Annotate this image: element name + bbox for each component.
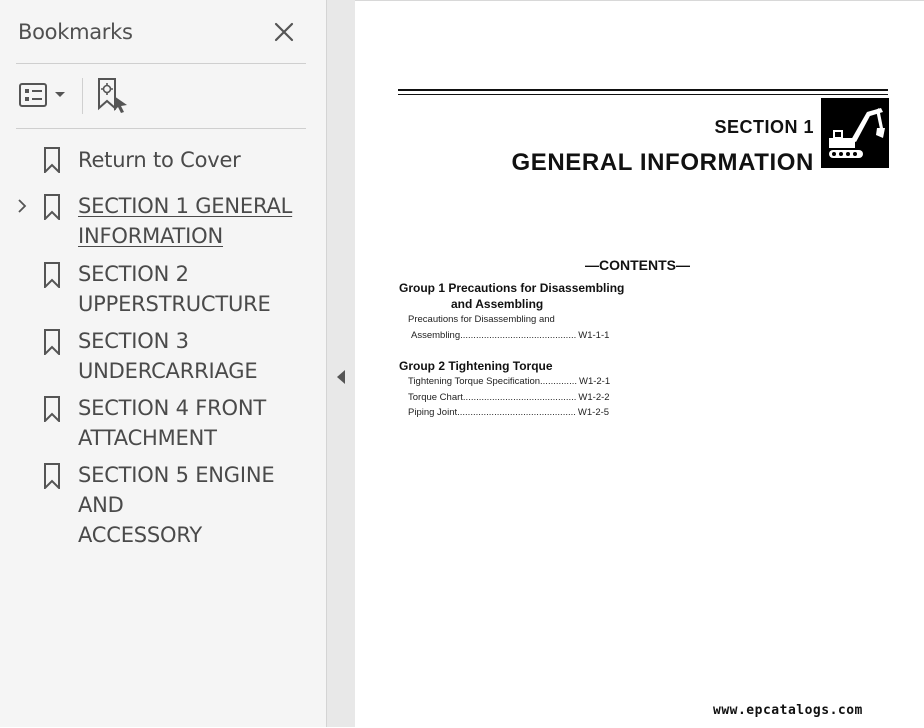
- bookmark-item-return-to-cover[interactable]: [0, 142, 327, 178]
- section-label: SECTION 1: [714, 117, 814, 137]
- bookmark-label: SECTION 2 UPPERSTRUCTURE: [78, 262, 271, 316]
- header-divider: [16, 63, 306, 64]
- bookmark-options-button[interactable]: [16, 74, 72, 116]
- bookmarks-header: [18, 18, 308, 48]
- bookmark-item-section-3[interactable]: [0, 325, 327, 389]
- close-icon[interactable]: [272, 20, 296, 44]
- bookmark-label: SECTION 5 ENGINE AND ACCESSORY: [78, 463, 275, 547]
- toc-page-number: W1-2-2: [578, 392, 610, 403]
- panel-splitter[interactable]: [327, 0, 355, 727]
- toc-entry-text: Tightening Torque Specification: [408, 376, 541, 387]
- toc-leader-dots: .............................................: [457, 407, 576, 418]
- document-page: [355, 0, 924, 728]
- group-1-title: [399, 280, 624, 312]
- toc-entry[interactable]: [408, 375, 610, 388]
- bookmark-icon: [43, 194, 61, 220]
- contents-heading: —CONTENTS—: [585, 257, 690, 273]
- add-bookmark-icon: [94, 103, 134, 120]
- bookmark-icon: [43, 329, 61, 355]
- toc-page-number: W1-2-1: [578, 376, 611, 387]
- toc-entry-text: Precautions for Disassembling and: [408, 314, 555, 325]
- bookmark-icon: [43, 463, 61, 489]
- add-bookmark-button[interactable]: [94, 74, 134, 116]
- header-rule: [398, 89, 888, 91]
- toolbar-separator: [82, 78, 83, 114]
- bookmark-item-section-5[interactable]: [0, 459, 327, 547]
- toc-entry[interactable]: [408, 391, 610, 404]
- toc-leader-dots: ............................................: [460, 330, 577, 341]
- bookmark-label: SECTION 3 UNDERCARRIAGE: [78, 329, 258, 383]
- bookmark-label: SECTION 4 FRONT ATTACHMENT: [78, 396, 266, 450]
- bookmark-item-section-4[interactable]: [0, 392, 327, 456]
- toc-page-number: W1-1-1: [578, 330, 610, 341]
- toc-leader-dots: ...........................................: [462, 392, 577, 403]
- toc-entry-text: Piping Joint: [408, 407, 458, 418]
- bookmark-label: Return to Cover: [78, 148, 241, 172]
- excavator-icon: [821, 98, 889, 168]
- toc-entry[interactable]: [408, 313, 555, 326]
- section-title: GENERAL INFORMATION: [511, 149, 814, 176]
- bookmark-icon: [43, 262, 61, 288]
- group-2-title: [399, 358, 553, 374]
- toolbar-divider: [16, 128, 306, 129]
- bookmark-item-section-2[interactable]: [0, 258, 327, 322]
- bookmark-item-section-1[interactable]: [0, 190, 327, 254]
- group-2-title-line1: Group 2 Tightening Torque: [399, 359, 553, 373]
- panel-title: Bookmarks: [18, 20, 133, 44]
- header-rule-thin: [398, 94, 888, 95]
- collapse-panel-icon[interactable]: [334, 368, 348, 386]
- bookmark-label: SECTION 1 GENERAL INFORMATION: [78, 194, 293, 248]
- watermark-text: www.epcatalogs.com: [713, 703, 863, 718]
- group-1-title-line2: and Assembling: [451, 297, 544, 311]
- list-options-icon: [16, 103, 72, 120]
- bookmarks-panel: [0, 0, 327, 727]
- toc-entry[interactable]: [408, 406, 609, 419]
- toc-leader-dots: ..............: [540, 376, 577, 387]
- group-1-title-line1: Group 1 Precautions for Disassembling: [399, 281, 625, 295]
- bookmark-icon: [43, 147, 61, 173]
- toc-entry-text: Torque Chart: [408, 392, 463, 403]
- bookmark-icon: [43, 396, 61, 422]
- toc-entry[interactable]: [411, 329, 609, 342]
- chevron-right-icon[interactable]: [14, 198, 30, 214]
- toc-page-number: W1-2-5: [577, 407, 610, 418]
- bookmark-toolbar: [16, 74, 306, 116]
- toc-entry-text: Assembling: [411, 330, 461, 341]
